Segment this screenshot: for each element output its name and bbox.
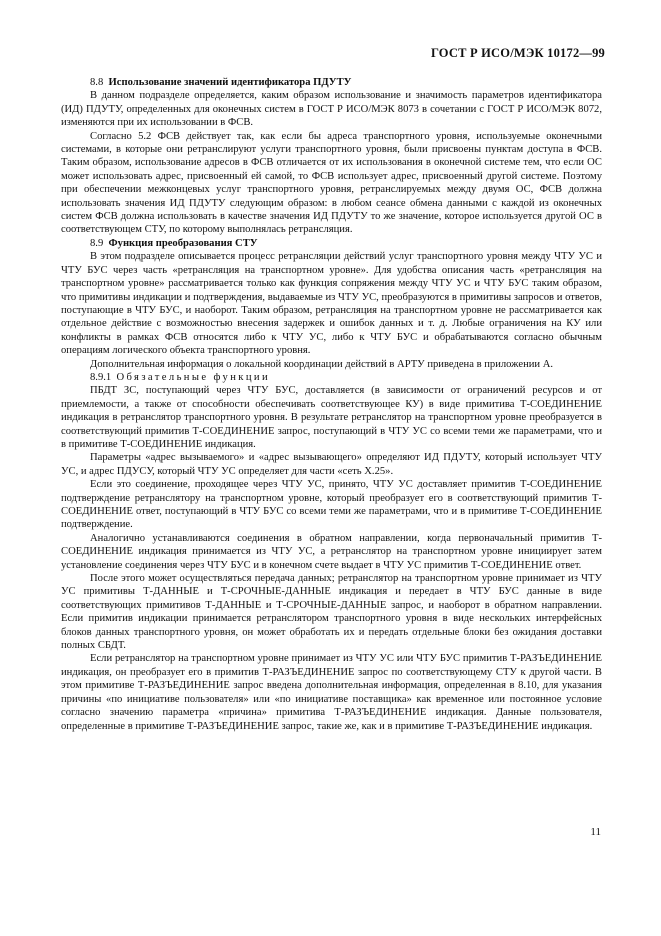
paragraph: Параметры «адрес вызываемого» и «адрес вызывающего» определяют ИД ПДУТУ, который использует ЧТУ УС, и адрес ПДУСУ, который ЧТУ УС определяет для части «сеть Х.25». — [61, 452, 602, 477]
running-header: ГОСТ Р ИСО/МЭК 10172—99 — [430, 46, 605, 60]
section-heading-8-9 — [61, 237, 602, 250]
section-title: Обязательные функции — [116, 371, 271, 383]
section-number: 8.9 — [90, 237, 104, 249]
page-number: 11 — [590, 826, 601, 838]
paragraph: Если ретранслятор на транспортном уровне принимает из ЧТУ УС или ЧТУ БУС примитив Т-РАЗЪЕДИНЕНИЕ индикация, он преобразует его в примитив Т-РАЗЪЕДИНЕНИЕ запрос по соответствующему СТУ к другой части. В этом примитиве Т-РАЗЪЕДИНЕНИЕ запрос введена дополнительная информация, определенная в 8.10, для указания причины «по инициативе пользователя» или «по инициативе поставщика» как временное или постоянное условие согласно значению параметра «причина» примитива Т-РАЗЪЕДИНЕНИЕ индикация. Данные пользователя, определенные в примитиве Т-РАЗЪЕДИНЕНИЕ запрос, такие же, как и в примитиве Т-РАЗЪЕДИНЕНИЕ индикация. — [61, 653, 602, 732]
paragraph: Дополнительная информация о локальной координации действий в АРТУ приведена в приложении А. — [90, 358, 554, 370]
document-body — [61, 76, 602, 733]
section-heading-8-8 — [61, 76, 602, 89]
paragraph: Аналогично устанавливаются соединения в обратном направлении, когда первоначальный примитив Т-СОЕДИНЕНИЕ индикация принимается из ЧТУ УС, а ретранслятор на транспортном уровне инициирует затем установление соединения через ЧТУ БУС и в конечном счете выдает в ЧТУ УС примитив Т-СОЕДИНЕНИЕ ответ. — [61, 532, 602, 571]
paragraph: Если это соединение, проходящее через ЧТУ УС, принято, ЧТУ УС доставляет примитив Т-СОЕДИНЕНИЕ подтверждение ретранслятору на транспортном уровне, который преобразует его в соответствующий примитив Т-СОЕДИНЕНИЕ ответ, поступающий в ЧТУ БУС со всеми теми же параметрами, что и в примитиве Т-СОЕДИНЕНИЕ подтверждение. — [61, 479, 602, 531]
paragraph: В данном подразделе определяется, каким образом использование и значимость параметров идентификатора (ИД) ПДУТУ, определенных для оконечных систем в ГОСТ Р ИСО/МЭК 8073 в сочетании с ГОСТ Р ИСО/МЭК 8072, изменяются при их использовании в ФСВ. — [61, 90, 602, 129]
section-number: 8.8 — [90, 77, 104, 88]
paragraph: После этого может осуществляться передача данных; ретранслятор на транспортном уровне принимает из ЧТУ УС примитивы Т-ДАННЫЕ и Т-СРОЧНЫЕ-ДАННЫЕ индикация и передает в ЧТУ БУС данные в виде соответствующих примитивов Т-ДАННЫЕ и Т-СРОЧНЫЕ-ДАННЫЕ запрос, и наоборот в обратном направлении. Если примитив индикации принимается ретранслятором транспортного уровня в виде нескольких интерфейсных блоков данных транспортного уровня, он может обработать их и передать отдельные блоки без ожидания доставки полных СБДТ. — [61, 573, 602, 652]
paragraph: В этом подразделе описывается процесс ретрансляции действий услуг транспортного уровня между ЧТУ УС и ЧТУ БУС через часть «ретрансляция на транспортном уровне». Для удобства описания часть «ретрансляция на транспортном уровне» рассматривается только как функция сопряжения между ЧТУ УС и ЧТУ БУС таким образом, что примитивы индикации и подтверждения, выдаваемые из ЧТУ УС, преобразуются в примитивы запросов и ответов, поступающие в ЧТУ БУС, и наоборот. Таким образом, ретрансляция на транспортном уровне не рассматривается как отдельное действие с возможностью внесения задержек и ошибок данных и т. д. Любые ограничения на КУ или конфликты в рамках ФСВ относятся либо к ЧТУ УС, либо к ЧТУ БУС и обрабатываются согласно обычным операциям логического объекта транспортного уровня. — [61, 251, 602, 357]
paragraph: ПБДТ ЗС, поступающий через ЧТУ БУС, доставляется (в зависимости от ограничений ресурсов и от приемлемости, а также от способности обеспечивать соответствующее КУ) в виде примитива Т-СОЕДИНЕНИЕ индикация в ретранслятор транспортного уровня. В результате ретранслятор на транспортном уровне преобразуется в соответствующий примитив Т-СОЕДИНЕНИЕ запрос, поступающий в ЧТУ УС со всеми теми же параметрами, что и в примитиве Т-СОЕДИНЕНИЕ индикация. — [61, 385, 602, 450]
section-title: Использование значений идентификатора ПДУТУ — [108, 77, 352, 88]
section-title: Функция преобразования СТУ — [108, 237, 258, 249]
paragraph: Согласно 5.2 ФСВ действует так, как если бы адреса транспортного уровня, используемые оконечными системами, в которые они ретранслируют услуги транспортного уровня, были присвоены пунктам доступа в ФСВ. Таким образом, использование адресов в ФСВ отличается от их использования в оконечной системе тем, что если ОС может использовать адрес, присвоенный ей самой, то ФСВ использует адрес, присвоенный другой системе. Поэтому при обеспечении межконцевых услуг транспортного уровня, ретранслируемых между двумя ОС, ФСВ должна использовать значения ИД ПДУТУ следующим образом: в любом сеансе обмена данными с каждой из оконечных систем ФСВ должна использовать в качестве значения ИД ПДУТУ то же значение, которое используется другой ОС в соответствующем СТУ, по которому выполнялась ретрансляция. — [61, 130, 602, 236]
section-number: 8.9.1 — [90, 371, 112, 383]
section-heading-8-9-1 — [61, 371, 602, 384]
